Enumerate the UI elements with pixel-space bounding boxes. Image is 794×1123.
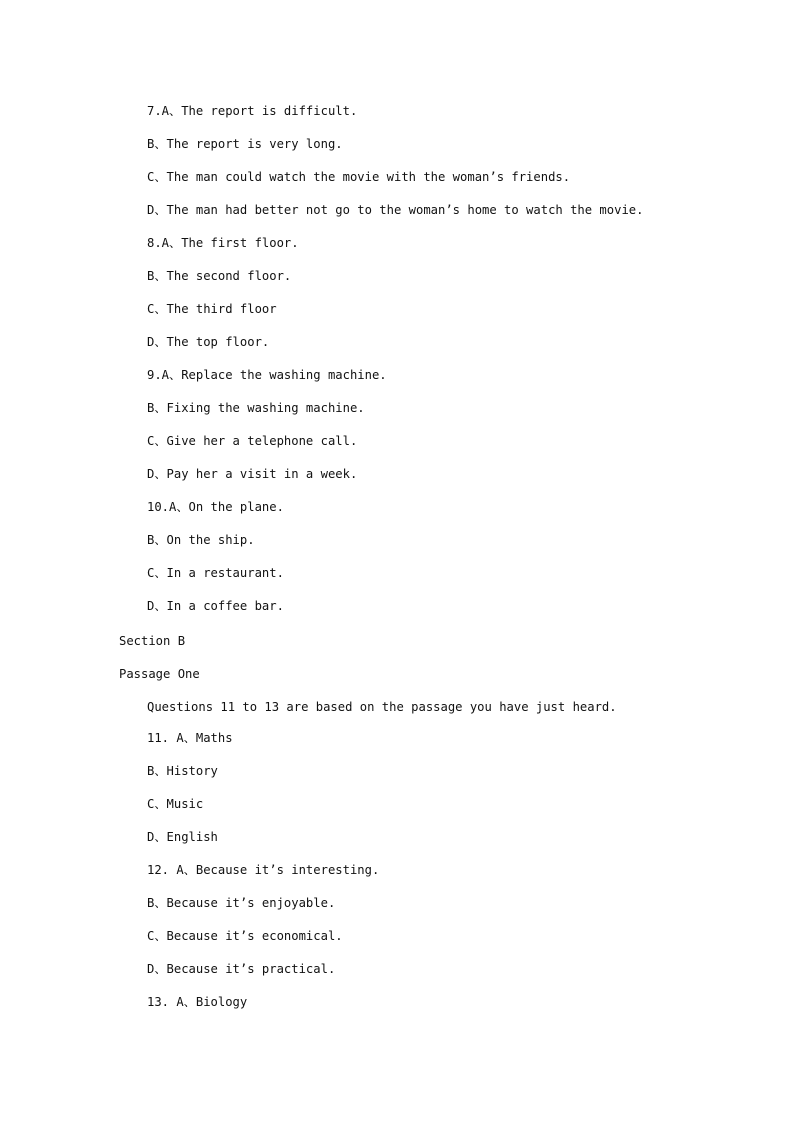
q8-option-a: 8.A、The first floor.	[147, 236, 299, 250]
q9-option-d: D、Pay her a visit in a week.	[147, 467, 358, 481]
q9-option-a: 9.A、Replace the washing machine.	[147, 368, 387, 382]
q8-option-b: B、The second floor.	[147, 269, 292, 283]
q12-option-c: C、Because it’s economical.	[147, 929, 343, 943]
section-heading: Section B	[119, 634, 186, 648]
q8-option-d: D、The top floor.	[147, 335, 270, 349]
q12-option-a: 12. A、Because it’s interesting.	[147, 863, 380, 877]
q10-option-d: D、In a coffee bar.	[147, 599, 284, 613]
q10-option-b: B、On the ship.	[147, 533, 255, 547]
q7-option-a: 7.A、The report is difficult.	[147, 104, 358, 118]
q12-option-b: B、Because it’s enjoyable.	[147, 896, 336, 910]
q13-option-a: 13. A、Biology	[147, 995, 248, 1009]
q11-option-b: B、History	[147, 764, 218, 778]
q11-option-c: C、Music	[147, 797, 204, 811]
q9-option-c: C、Give her a telephone call.	[147, 434, 358, 448]
q12-option-d: D、Because it’s practical.	[147, 962, 336, 976]
q10-option-c: C、In a restaurant.	[147, 566, 284, 580]
passage-instruction: Questions 11 to 13 are based on the passage you have just heard.	[147, 700, 617, 714]
q8-option-c: C、The third floor	[147, 302, 277, 316]
q11-option-d: D、English	[147, 830, 218, 844]
passage-title: Passage One	[119, 667, 200, 681]
q10-option-a: 10.A、On the plane.	[147, 500, 284, 514]
q7-option-b: B、The report is very long.	[147, 137, 343, 151]
q7-option-d: D、The man had better not go to the woman’s home to watch the movie.	[147, 203, 644, 217]
q7-option-c: C、The man could watch the movie with the woman’s friends.	[147, 170, 571, 184]
q9-option-b: B、Fixing the washing machine.	[147, 401, 365, 415]
q11-option-a: 11. A、Maths	[147, 731, 233, 745]
